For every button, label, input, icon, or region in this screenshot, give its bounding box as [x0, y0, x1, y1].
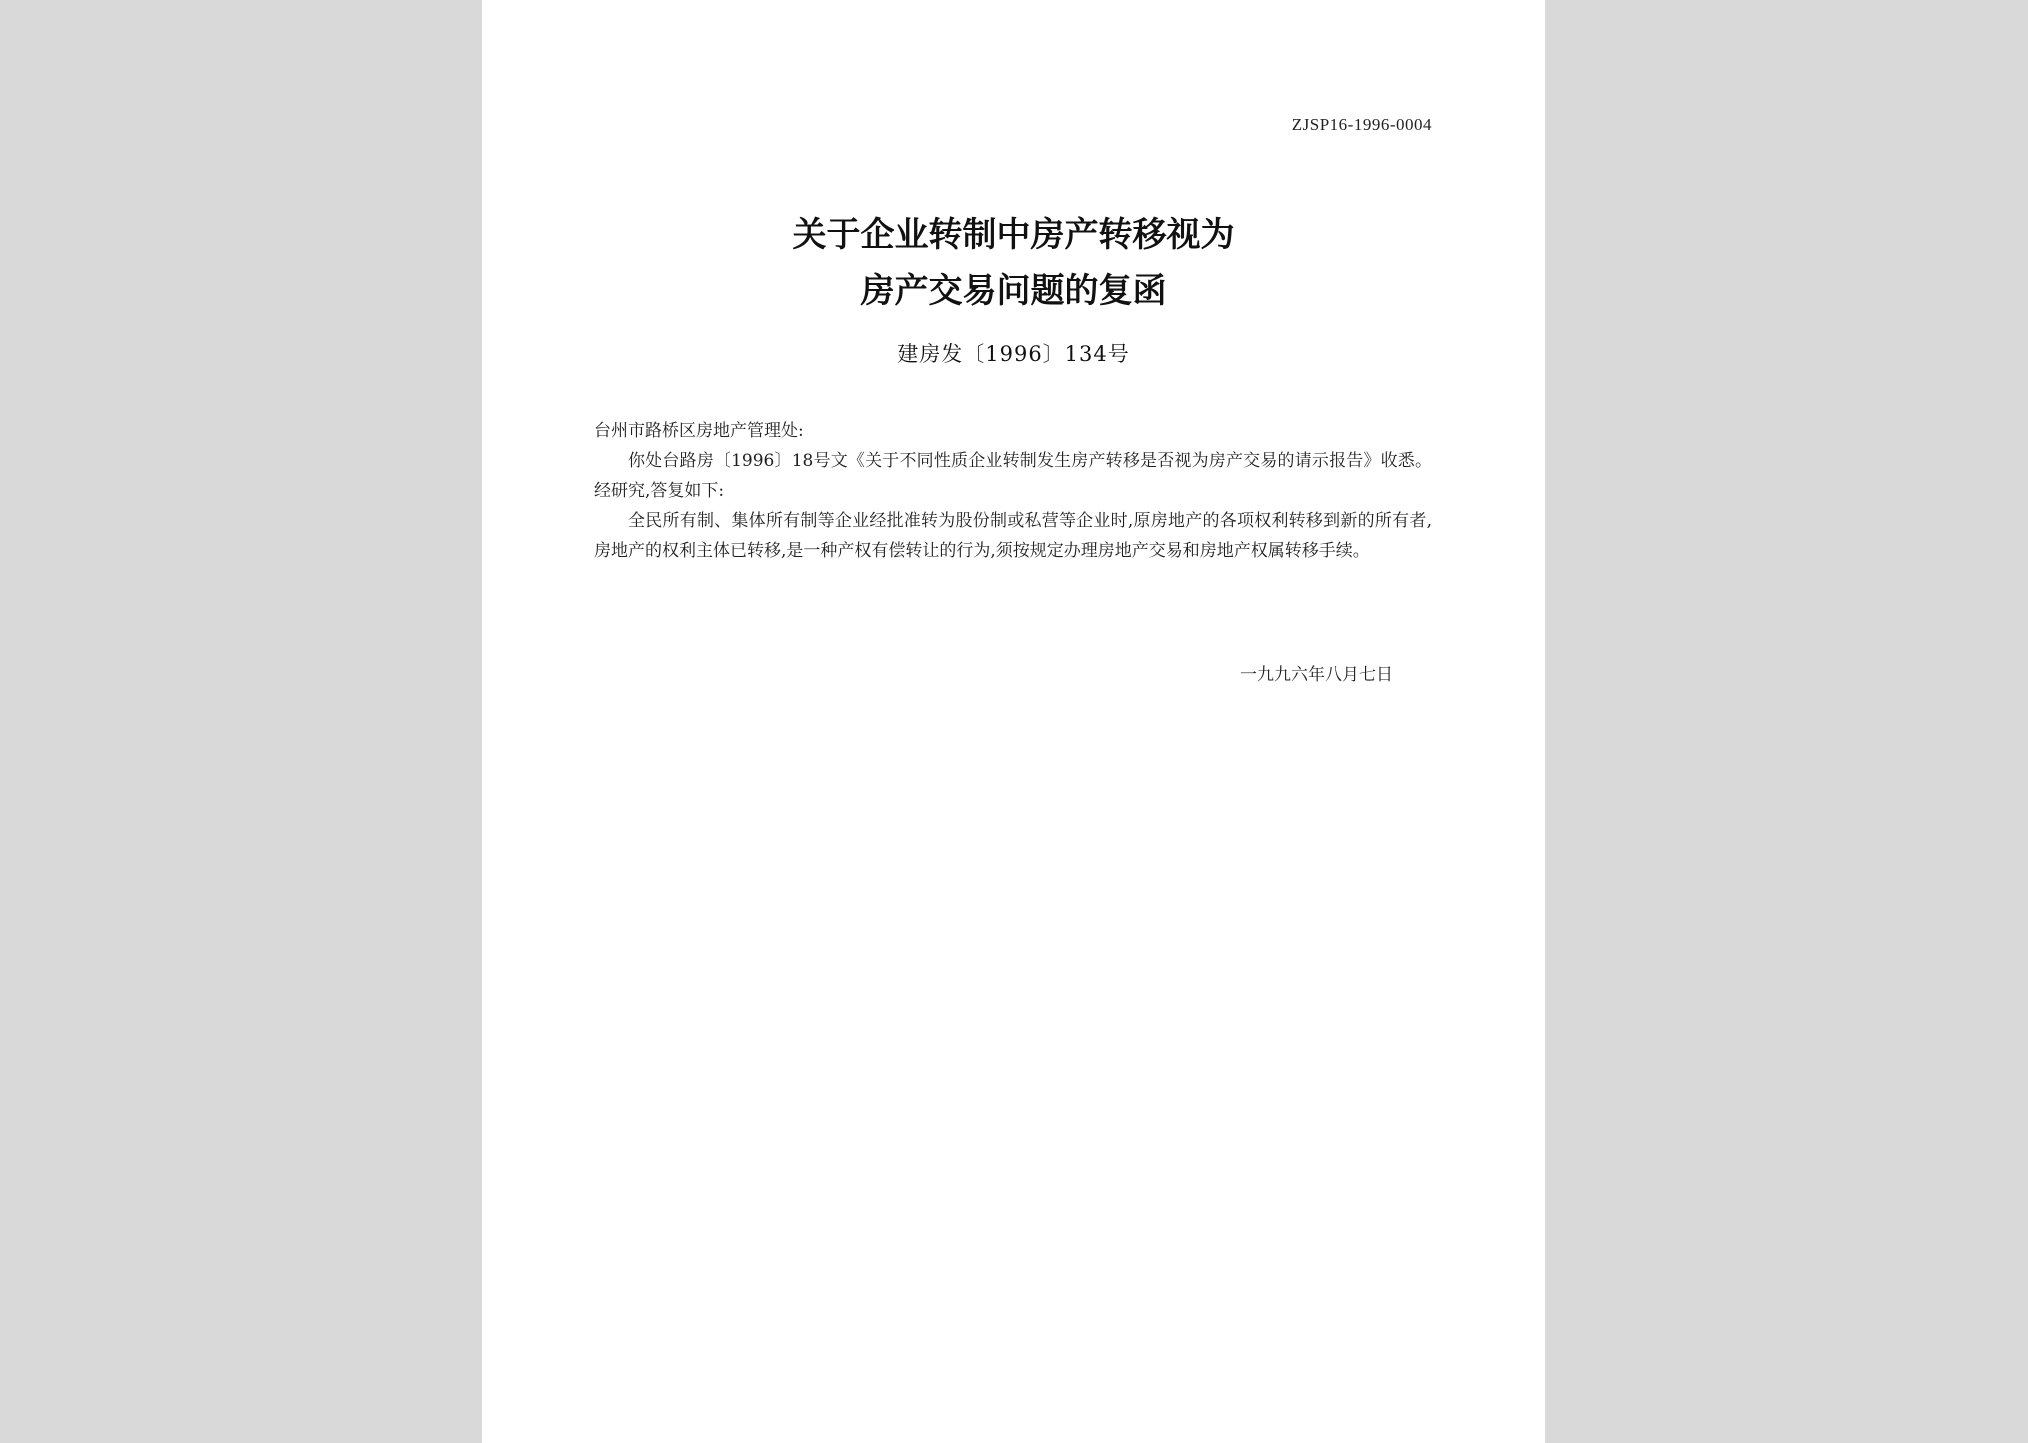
- document-page: [482, 0, 1545, 1443]
- document-number: 建房发〔1996〕134号: [897, 342, 1130, 366]
- document-title-line-1: 关于企业转制中房产转移视为: [792, 215, 1235, 255]
- paragraph-2: 全民所有制、集体所有制等企业经批准转为股份制或私营等企业时,原房地产的各项权利转移到新的所有者,房地产的权利主体已转移,是一种产权有偿转让的行为,须按规定办理房地产交易和房地产权属转移手续。: [594, 511, 1432, 561]
- paragraph-1: 你处台路房〔1996〕18号文《关于不同性质企业转制发生房产转移是否视为房产交易的请示报告》收悉。经研究,答复如下:: [594, 451, 1432, 501]
- document-code: ZJSP16-1996-0004: [1291, 115, 1432, 134]
- signature-date: 一九九六年八月七日: [1240, 665, 1393, 685]
- addressee: 台州市路桥区房地产管理处:: [594, 421, 804, 441]
- document-body: [594, 416, 1432, 566]
- document-title-line-2: 房产交易问题的复函: [860, 271, 1167, 311]
